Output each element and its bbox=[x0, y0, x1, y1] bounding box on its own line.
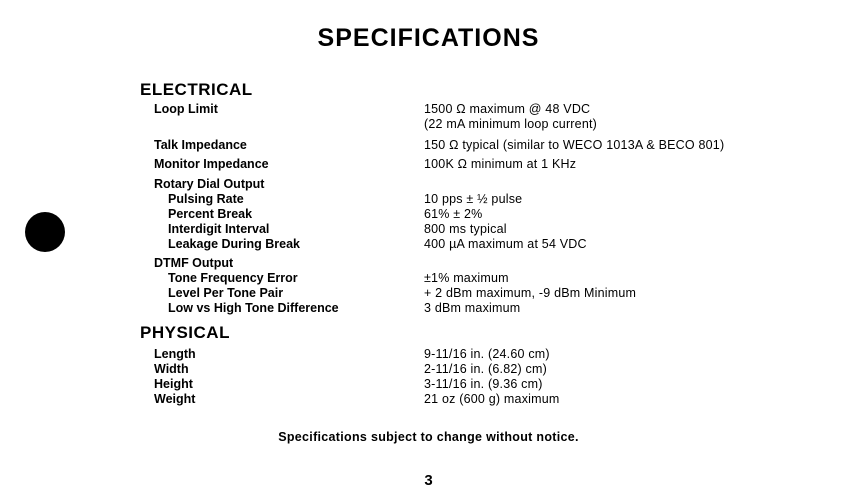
weight-value: 21 oz (600 g) maximum bbox=[424, 392, 560, 406]
loop-limit-value-2: (22 mA minimum loop current) bbox=[424, 117, 598, 131]
physical-heading: PHYSICAL bbox=[140, 323, 230, 342]
talk-impedance-label: Talk Impedance bbox=[154, 138, 247, 152]
monitor-impedance-value: 100K Ω minimum at 1 KHz bbox=[424, 157, 577, 171]
level-per-tone-pair-value: + 2 dBm maximum, -9 dBm Minimum bbox=[424, 286, 637, 300]
page-number: 3 bbox=[424, 472, 433, 489]
width-value: 2-11/16 in. (6.82) cm) bbox=[424, 362, 547, 376]
footer-note: Specifications subject to change without notice. bbox=[278, 430, 579, 444]
length-label: Length bbox=[154, 347, 196, 361]
pulsing-rate-label: Pulsing Rate bbox=[168, 192, 244, 206]
percent-break-value: 61% ± 2% bbox=[424, 207, 483, 221]
interdigit-interval-label: Interdigit Interval bbox=[168, 222, 270, 236]
binder-hole bbox=[25, 212, 65, 252]
weight-label: Weight bbox=[154, 392, 196, 406]
leakage-during-break-value: 400 µA maximum at 54 VDC bbox=[424, 237, 587, 251]
level-per-tone-pair-label: Level Per Tone Pair bbox=[168, 286, 284, 300]
talk-impedance-value: 150 Ω typical (similar to WECO 1013A & BECO 801) bbox=[424, 138, 725, 152]
length-value: 9-11/16 in. (24.60 cm) bbox=[424, 347, 550, 361]
tone-frequency-error-value: ±1% maximum bbox=[424, 271, 509, 285]
loop-limit-value: 1500 Ω maximum @ 48 VDC bbox=[424, 102, 591, 116]
low-vs-high-label: Low vs High Tone Difference bbox=[168, 301, 339, 315]
loop-limit-label: Loop Limit bbox=[154, 102, 218, 116]
width-label: Width bbox=[154, 362, 189, 376]
height-value: 3-11/16 in. (9.36 cm) bbox=[424, 377, 543, 391]
electrical-heading: ELECTRICAL bbox=[140, 80, 253, 99]
rotary-dial-output-label: Rotary Dial Output bbox=[154, 177, 265, 191]
pulsing-rate-value: 10 pps ± ½ pulse bbox=[424, 192, 523, 206]
tone-frequency-error-label: Tone Frequency Error bbox=[168, 271, 298, 285]
percent-break-label: Percent Break bbox=[168, 207, 253, 221]
interdigit-interval-value: 800 ms typical bbox=[424, 222, 507, 236]
leakage-during-break-label: Leakage During Break bbox=[168, 237, 300, 251]
page-title: SPECIFICATIONS bbox=[317, 24, 540, 52]
monitor-impedance-label: Monitor Impedance bbox=[154, 157, 269, 171]
low-vs-high-value: 3 dBm maximum bbox=[424, 301, 521, 315]
dtmf-output-label: DTMF Output bbox=[154, 256, 234, 270]
height-label: Height bbox=[154, 377, 193, 391]
